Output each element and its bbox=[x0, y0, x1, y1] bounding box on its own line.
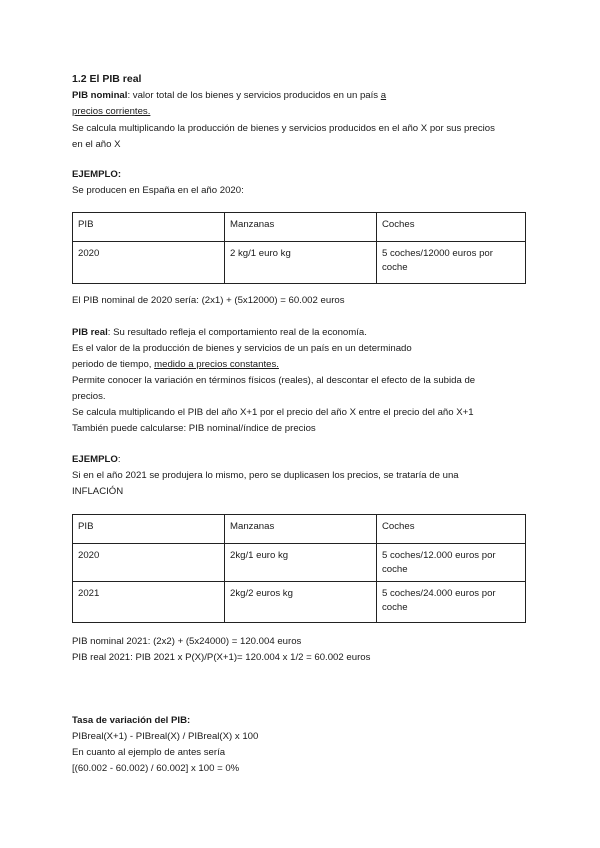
table-header-cell: PIB bbox=[73, 213, 225, 242]
table-header-cell: Coches bbox=[377, 515, 526, 544]
real-line-1-text: : Su resultado refleja el comportamiento real de la economía. bbox=[107, 327, 367, 338]
nominal-term: PIB nominal bbox=[72, 90, 128, 101]
table-header-cell: Manzanas bbox=[225, 213, 377, 242]
real-line-3 bbox=[72, 357, 528, 373]
table-cell: 2kg/2 euros kg bbox=[225, 582, 377, 623]
rate-calc: [(60.002 - 60.002) / 60.002] x 100 = 0% bbox=[72, 763, 240, 774]
rate-formula: PIBreal(X+1) - PIBreal(X) / PIBreal(X) x 100 bbox=[72, 731, 259, 742]
table-cell: 2020 bbox=[73, 544, 225, 582]
example2-label: EJEMPLO bbox=[72, 454, 118, 465]
real-line-6: Se calcula multiplicando el PIB del año X+1 por el precio del año X entre el precio del año X+1 bbox=[72, 407, 474, 418]
example2-label-line bbox=[72, 452, 528, 468]
table-cell: 2kg/1 euro kg bbox=[225, 544, 377, 582]
table-row bbox=[73, 582, 526, 623]
example2-table bbox=[72, 514, 526, 623]
nominal-definition bbox=[72, 88, 528, 104]
nominal-def-underline-a: a bbox=[380, 90, 387, 101]
example2-line-2: INFLACIÓN bbox=[72, 486, 124, 497]
real-line-3-text: periodo de tiempo, bbox=[72, 359, 155, 370]
example2-real: PIB real 2021: PIB 2021 x P(X)/P(X+1)= 120.004 x 1/2 = 60.002 euros bbox=[72, 652, 371, 663]
nominal-definition-cont bbox=[72, 104, 528, 120]
table-cell: 2021 bbox=[73, 582, 225, 623]
real-line-5: precios. bbox=[72, 391, 106, 402]
table-cell: 2020 bbox=[73, 242, 225, 284]
table-header-cell: Coches bbox=[377, 213, 526, 242]
table-header-cell: Manzanas bbox=[225, 515, 377, 544]
real-line-1 bbox=[72, 325, 528, 341]
nominal-def-underline-b: precios corrientes. bbox=[72, 106, 151, 117]
real-term: PIB real bbox=[72, 327, 108, 338]
table-cell: 5 coches/12.000 euros por coche bbox=[377, 544, 526, 582]
example1-table bbox=[72, 212, 526, 284]
real-line-7: También puede calcularse: PIB nominal/índice de precios bbox=[72, 423, 316, 434]
example1-table-wrap bbox=[72, 212, 528, 284]
nominal-calc-line-1: Se calcula multiplicando la producción de bienes y servicios producidos en el año X por sus precios bbox=[72, 123, 495, 134]
example1-result: El PIB nominal de 2020 sería: (2x1) + (5x12000) = 60.002 euros bbox=[72, 295, 345, 306]
example2-line-1: Si en el año 2021 se produjera lo mismo, pero se duplicasen los precios, se trataría de una bbox=[72, 470, 459, 481]
table-header-row bbox=[73, 515, 526, 544]
example2-label-colon: : bbox=[117, 454, 121, 465]
table-cell: 5 coches/24.000 euros por coche bbox=[377, 582, 526, 623]
rate-title: Tasa de variación del PIB: bbox=[72, 715, 191, 726]
table-cell: 5 coches/12000 euros por coche bbox=[377, 242, 526, 284]
nominal-def-text: : valor total de los bienes y servicios producidos en un país bbox=[127, 90, 381, 101]
real-line-3-underline: medido a precios constantes. bbox=[154, 359, 279, 370]
table-cell: 2 kg/1 euro kg bbox=[225, 242, 377, 284]
example1-label: EJEMPLO: bbox=[72, 169, 122, 180]
rate-note: En cuanto al ejemplo de antes sería bbox=[72, 747, 226, 758]
table-header-cell: PIB bbox=[73, 515, 225, 544]
nominal-calc-line-2: en el año X bbox=[72, 139, 121, 150]
real-line-4: Permite conocer la variación en términos físicos (reales), al descontar el efecto de la subida de bbox=[72, 375, 476, 386]
table-row bbox=[73, 242, 526, 284]
example2-table-wrap bbox=[72, 514, 528, 623]
section-title: 1.2 El PIB real bbox=[72, 73, 142, 85]
example1-intro: Se producen en España en el año 2020: bbox=[72, 185, 244, 196]
table-header-row bbox=[73, 213, 526, 242]
example2-nominal: PIB nominal 2021: (2x2) + (5x24000) = 120.004 euros bbox=[72, 636, 302, 647]
table-row bbox=[73, 544, 526, 582]
real-line-2: Es el valor de la producción de bienes y servicios de un país en un determinado bbox=[72, 343, 412, 354]
